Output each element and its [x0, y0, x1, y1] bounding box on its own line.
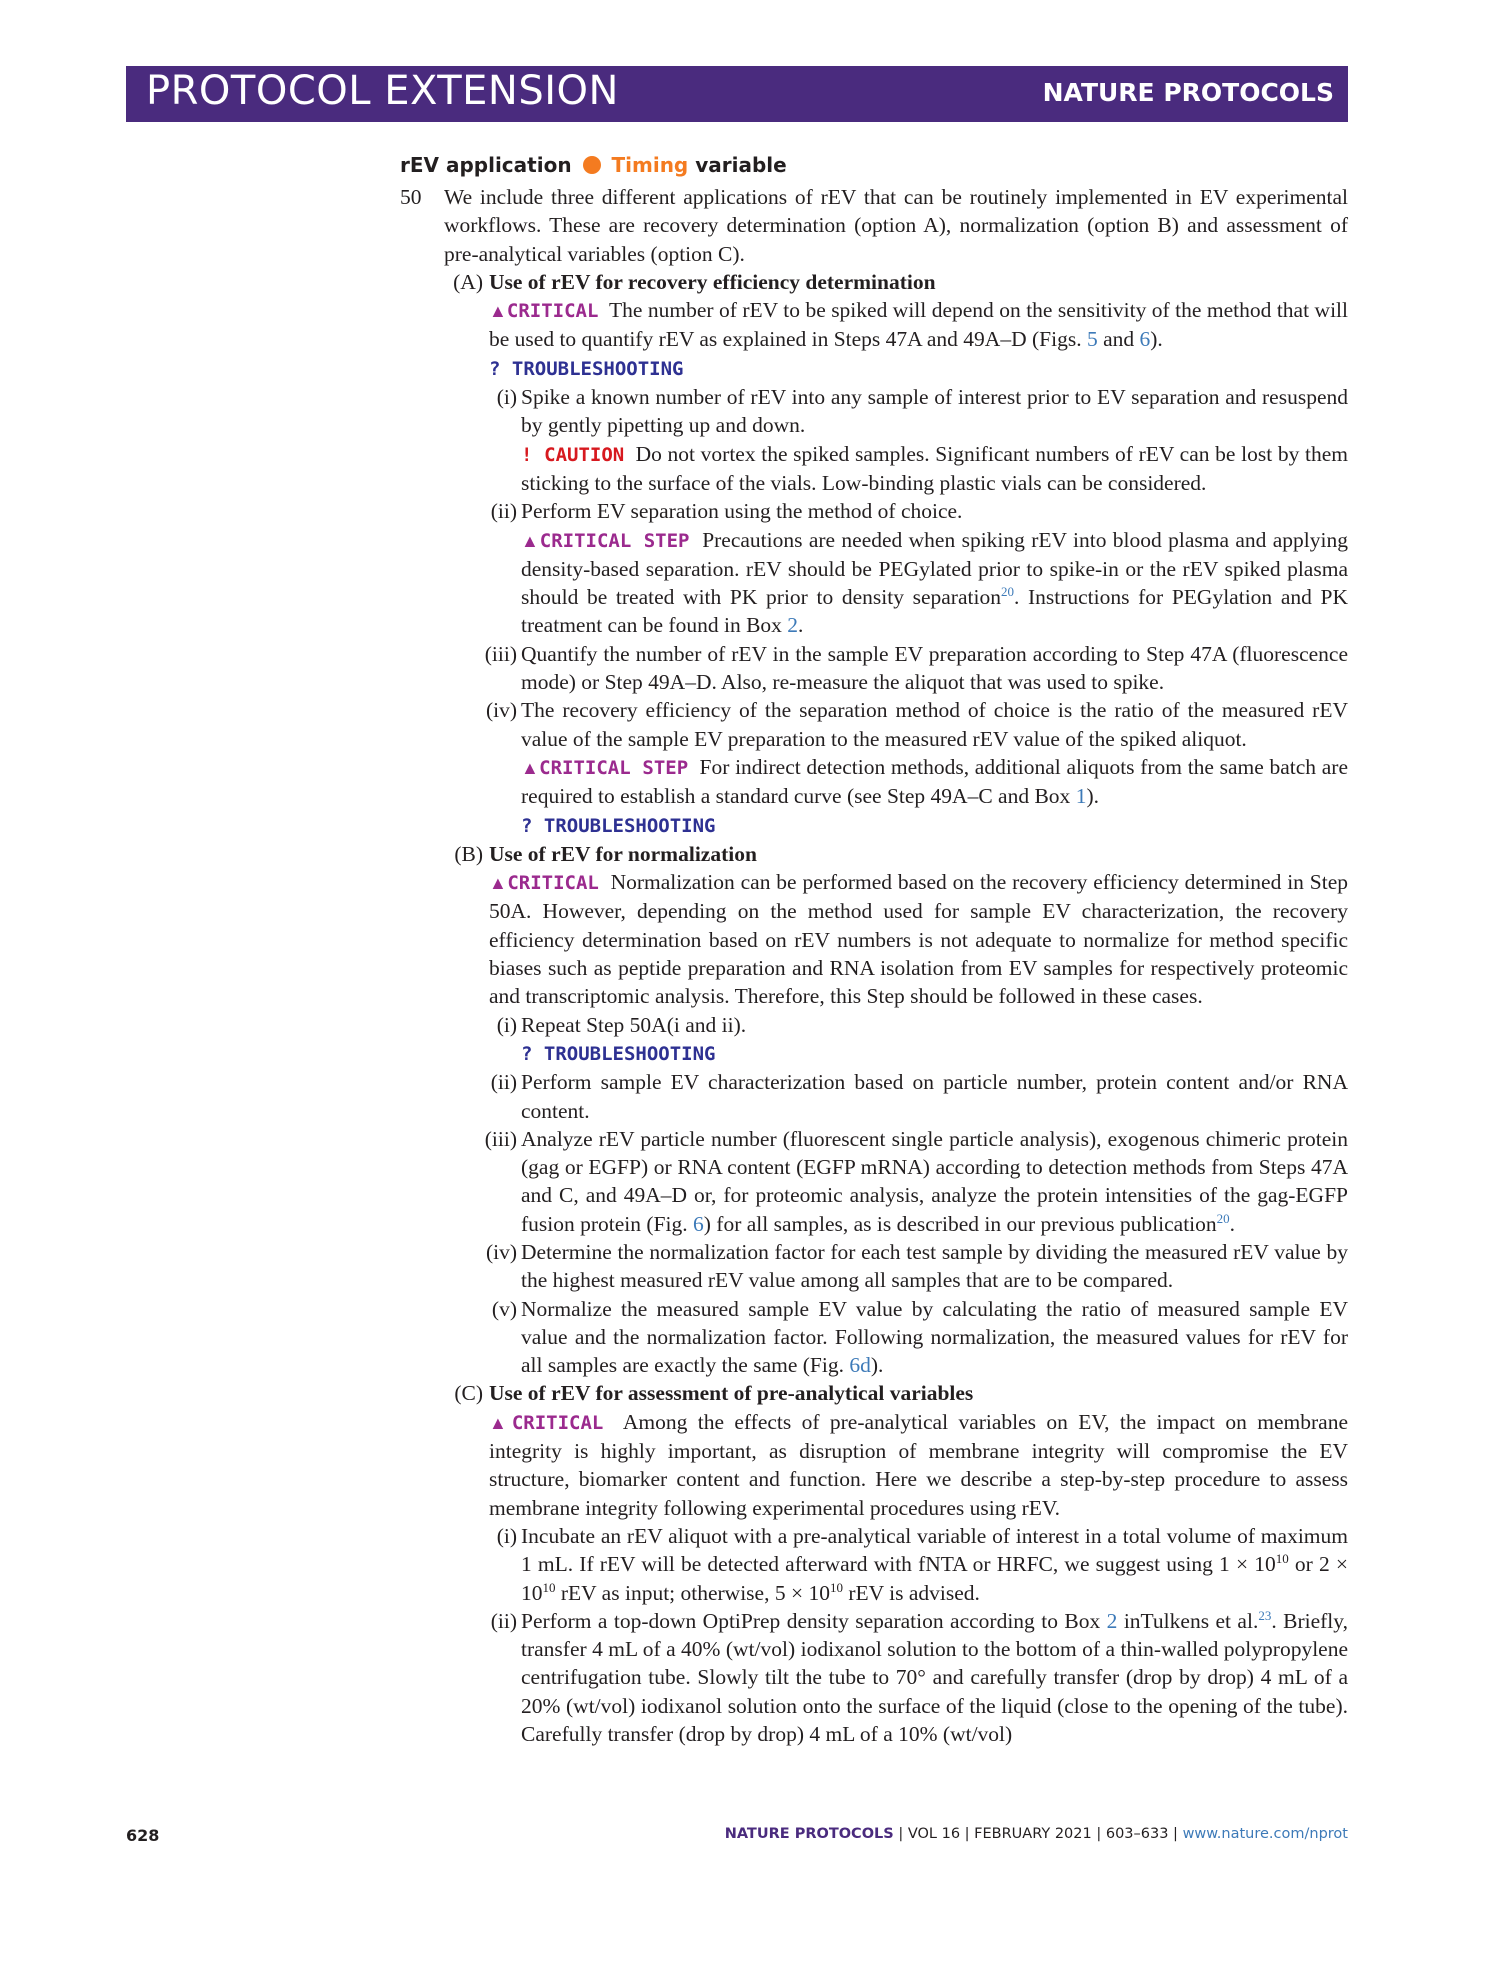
step-marker: (i) — [496, 1012, 517, 1037]
step-text: The recovery efficiency of the separation method of choice is the ratio of the measured rEV value of the sample EV preparation to the measured rEV value of the spiked aliquot. — [521, 698, 1348, 751]
box-2-link[interactable]: 2 — [787, 613, 799, 638]
step-marker: (ii) — [490, 1070, 517, 1095]
step-text: Quantify the number of rEV in the sample EV preparation according to Step 47A (fluorescence mode) or Step 49A–D. Also, re-measure the aliquot that was used to spike. — [521, 641, 1348, 695]
box-1-link[interactable]: 1 — [1075, 784, 1087, 809]
step-marker: (iii) — [484, 1126, 517, 1151]
option-c-marker: (C) — [454, 1381, 483, 1406]
timing-label: Timing — [611, 153, 689, 177]
option-a-step-i — [496, 383, 1348, 440]
step-marker: (i) — [496, 385, 517, 410]
critical-triangle-icon: ▲ — [489, 1412, 512, 1433]
critical-step-label: CRITICAL STEP — [539, 529, 690, 552]
critical-label: CRITICAL — [506, 300, 599, 323]
ref-20-link[interactable]: 20 — [1216, 1210, 1230, 1226]
option-a-heading — [453, 268, 1348, 296]
timing-dot-icon — [583, 156, 601, 174]
option-b-heading — [454, 840, 1348, 868]
critical-text: For indirect detection methods, additional aliquots from the same batch are required to establish a standard curve (see Step 49A–C and Box — [521, 754, 1348, 809]
critical-text: Among the effects of pre-analytical variables on EV, the impact on membrane integrity is highly important, as disruption of membrane integrity will compromise the EV structure, biomarker content and function. Here we describe a step-by-step procedure to assess membrane integrity following experimental procedures using rEV. — [489, 1409, 1348, 1520]
option-a-step-iv — [485, 696, 1348, 753]
option-a-step-ii-critical — [521, 526, 1348, 640]
option-b-step-iv — [485, 1238, 1348, 1295]
option-b-title: Use of rEV for normalization — [489, 841, 757, 866]
troubleshooting-a-iv — [521, 811, 1348, 840]
troubleshooting-label: ? TROUBLESHOOTING — [489, 357, 684, 380]
option-c-critical — [489, 1408, 1348, 1522]
step-text: Incubate an rEV aliquot with a pre-analytical variable of interest in a total volume of maximum 1 mL. If rEV will be detected afterward with fNTA or HRFC, we suggest using 1 × 10 — [521, 1523, 1348, 1577]
section-heading — [400, 147, 1348, 183]
option-a-step-iii — [484, 640, 1348, 697]
step-marker: (iii) — [484, 641, 517, 666]
caution-label: ! CAUTION — [521, 443, 625, 466]
ref-23-link[interactable]: 23 — [1258, 1607, 1272, 1623]
exponent: 10 — [542, 1579, 556, 1595]
option-a-step-iv-critical — [521, 753, 1348, 811]
critical-text: Precautions are needed when spiking rEV into blood plasma and applying density-based separation. rEV should be PEGylated prior to spike-in or the rEV spiked plasma should be treated with PK prior to density separation — [521, 527, 1348, 610]
critical-triangle-icon: ▲ — [489, 873, 508, 894]
step-marker: (iv) — [485, 698, 517, 723]
option-a-marker: (A) — [453, 269, 483, 294]
step-text: . Briefly, transfer 4 mL of a 40% (wt/vol) iodixanol solution to the bottom of a thin-walled polypropylene centrifugation tube. Slowly tilt the tube to 70° and carefully transfer (drop by drop) 4 mL of a 20% (wt/vol) iodixanol solution onto the surface of the liquid (close to the opening of the tube). Carefully transfer (drop by drop) 4 mL of a 10% (wt/vol) — [521, 1608, 1349, 1747]
footer-volume: VOL 16 — [907, 1826, 961, 1842]
step-number: 50 — [400, 185, 422, 209]
option-c-step-ii — [490, 1607, 1349, 1748]
troubleshooting-b-i — [521, 1039, 1348, 1068]
step-marker: (v) — [491, 1296, 517, 1321]
troubleshooting-label: ? TROUBLESHOOTING — [521, 814, 716, 837]
option-b-step-i — [496, 1011, 1348, 1039]
fig-6-link[interactable]: 6 — [693, 1211, 704, 1236]
critical-text: . — [798, 613, 804, 638]
option-a-title: Use of rEV for recovery efficiency determination — [489, 269, 936, 294]
step-text: Perform sample EV characterization based on particle number, protein content and/or RNA content. — [521, 1070, 1348, 1123]
step-text: Normalize the measured sample EV value by calculating the ratio of measured sample EV value and the normalization factor. Following normalization, the measured values for rEV for all samples are exactly the same (Fig. — [521, 1296, 1348, 1378]
fig-6d-link[interactable]: 6d — [849, 1353, 871, 1378]
step-marker: (ii) — [490, 1608, 517, 1633]
step-50-intro: We include three different applications of rEV that can be routinely implemented in EV experimental workflows. These are recovery determination (option A), normalization (option B) and assessment of pre-analytical variables (option C). — [444, 185, 1348, 266]
caution-text: Do not vortex the spiked samples. Significant numbers of rEV can be lost by them sticking to the surface of the vials. Low-binding plastic vials can be considered. — [521, 441, 1348, 495]
option-b-step-iii — [484, 1125, 1348, 1238]
critical-text: . Instructions for PEGylation and PK treatment can be found in Box — [521, 585, 1348, 638]
fig-5-link[interactable]: 5 — [1086, 327, 1098, 352]
critical-label: CRITICAL — [511, 1411, 604, 1434]
option-b-step-ii — [490, 1068, 1348, 1125]
footer-url-link[interactable]: www.nature.com/nprot — [1182, 1826, 1348, 1842]
header-journal-name: NATURE PROTOCOLS — [1042, 78, 1334, 107]
option-c-step-i — [496, 1522, 1348, 1607]
step-text: rEV is advised. — [842, 1580, 980, 1605]
critical-triangle-icon: ▲ — [521, 757, 540, 778]
step-text: rEV as input; otherwise, 5 × 10 — [555, 1580, 830, 1605]
footer-journal: NATURE PROTOCOLS — [724, 1826, 894, 1842]
step-marker: (ii) — [490, 499, 517, 524]
option-a-critical — [489, 296, 1348, 354]
step-text: ) for all samples, as is described in our previous publication — [703, 1211, 1217, 1236]
page-number: 628 — [126, 1826, 160, 1845]
critical-label: CRITICAL — [507, 872, 599, 895]
option-a-step-i-caution — [521, 440, 1348, 498]
critical-text: The number of rEV to be spiked will depend on the sensitivity of the method that will be used to quantify rEV as explained in Steps 47A and 49A–D (Figs. — [489, 298, 1348, 352]
exponent: 10 — [829, 1579, 843, 1595]
step-text: . — [1229, 1211, 1236, 1236]
critical-text: Normalization can be performed based on the recovery efficiency determined in Step 50A. However, depending on the method used for sample EV characterization, the recovery efficiency determination based on rEV numbers is not adequate to normalize for method specific biases such as peptide preparation and RNA isolation from EV samples for respectively proteomic and transcriptomic analysis. Therefore, this Step should be followed in these cases. — [489, 870, 1349, 1009]
ref-20-link[interactable]: 20 — [1000, 584, 1014, 599]
step-text: Spike a known number of rEV into any sample of interest prior to EV separation and resuspend by gently pipetting up and down. — [521, 385, 1348, 438]
footer-citation: NATURE PROTOCOLS | VOL 16 | FEBRUARY 2021 | 603–633 | www.nature.com/nprot — [724, 1826, 1348, 1842]
box-2-link[interactable]: 2 — [1106, 1608, 1118, 1633]
option-b-critical — [489, 868, 1348, 1010]
option-b-marker: (B) — [454, 841, 483, 866]
article-body — [400, 147, 1348, 1748]
exponent: 10 — [1275, 1551, 1289, 1567]
fig-6-link[interactable]: 6 — [1139, 327, 1151, 352]
step-text: Perform a top-down OptiPrep density separation according to Box — [521, 1608, 1101, 1633]
timing-value: variable — [695, 153, 787, 177]
page-header — [126, 66, 1348, 122]
troubleshooting-label: ? TROUBLESHOOTING — [521, 1042, 716, 1065]
option-c-title: Use of rEV for assessment of pre-analytical variables — [489, 1381, 974, 1406]
critical-text: ). — [1086, 784, 1099, 809]
footer-pages: 603–633 — [1105, 1826, 1169, 1842]
section-title: rEV application — [400, 153, 572, 177]
step-50 — [400, 183, 1348, 268]
step-text: or 2 × 10 — [521, 1552, 1348, 1605]
step-text: Determine the normalization factor for each test sample by dividing the measured rEV value by the highest measured rEV value among all samples that are to be compared. — [521, 1239, 1348, 1293]
step-text: Repeat Step 50A(i and ii). — [521, 1012, 747, 1037]
footer-date: FEBRUARY 2021 — [974, 1826, 1092, 1842]
step-marker: (iv) — [485, 1239, 517, 1264]
step-text: ). — [870, 1353, 884, 1378]
option-a-step-ii — [490, 497, 1348, 525]
step-text: Analyze rEV particle number (fluorescent single particle analysis), exogenous chimeric protein (gag or EGFP) or RNA content (EGFP mRNA) according to detection methods from Steps 47A and C, and 49A–D or, for proteomic analysis, analyze the protein intensities of the gag-EGFP fusion protein (Fig. — [521, 1126, 1348, 1236]
critical-triangle-icon: ▲ — [489, 301, 507, 322]
option-b-step-v — [491, 1295, 1348, 1380]
step-marker: (i) — [496, 1523, 517, 1548]
step-text: Perform EV separation using the method of choice. — [521, 499, 963, 524]
critical-step-label: CRITICAL STEP — [539, 756, 689, 779]
option-c-heading — [454, 1379, 1348, 1407]
step-text: inTulkens et al. — [1117, 1608, 1259, 1633]
critical-triangle-icon: ▲ — [521, 530, 540, 551]
close-text: ). — [1150, 327, 1163, 352]
and-text: and — [1103, 327, 1135, 352]
troubleshooting-a — [489, 354, 1348, 383]
header-section-label: PROTOCOL EXTENSION — [146, 68, 619, 114]
